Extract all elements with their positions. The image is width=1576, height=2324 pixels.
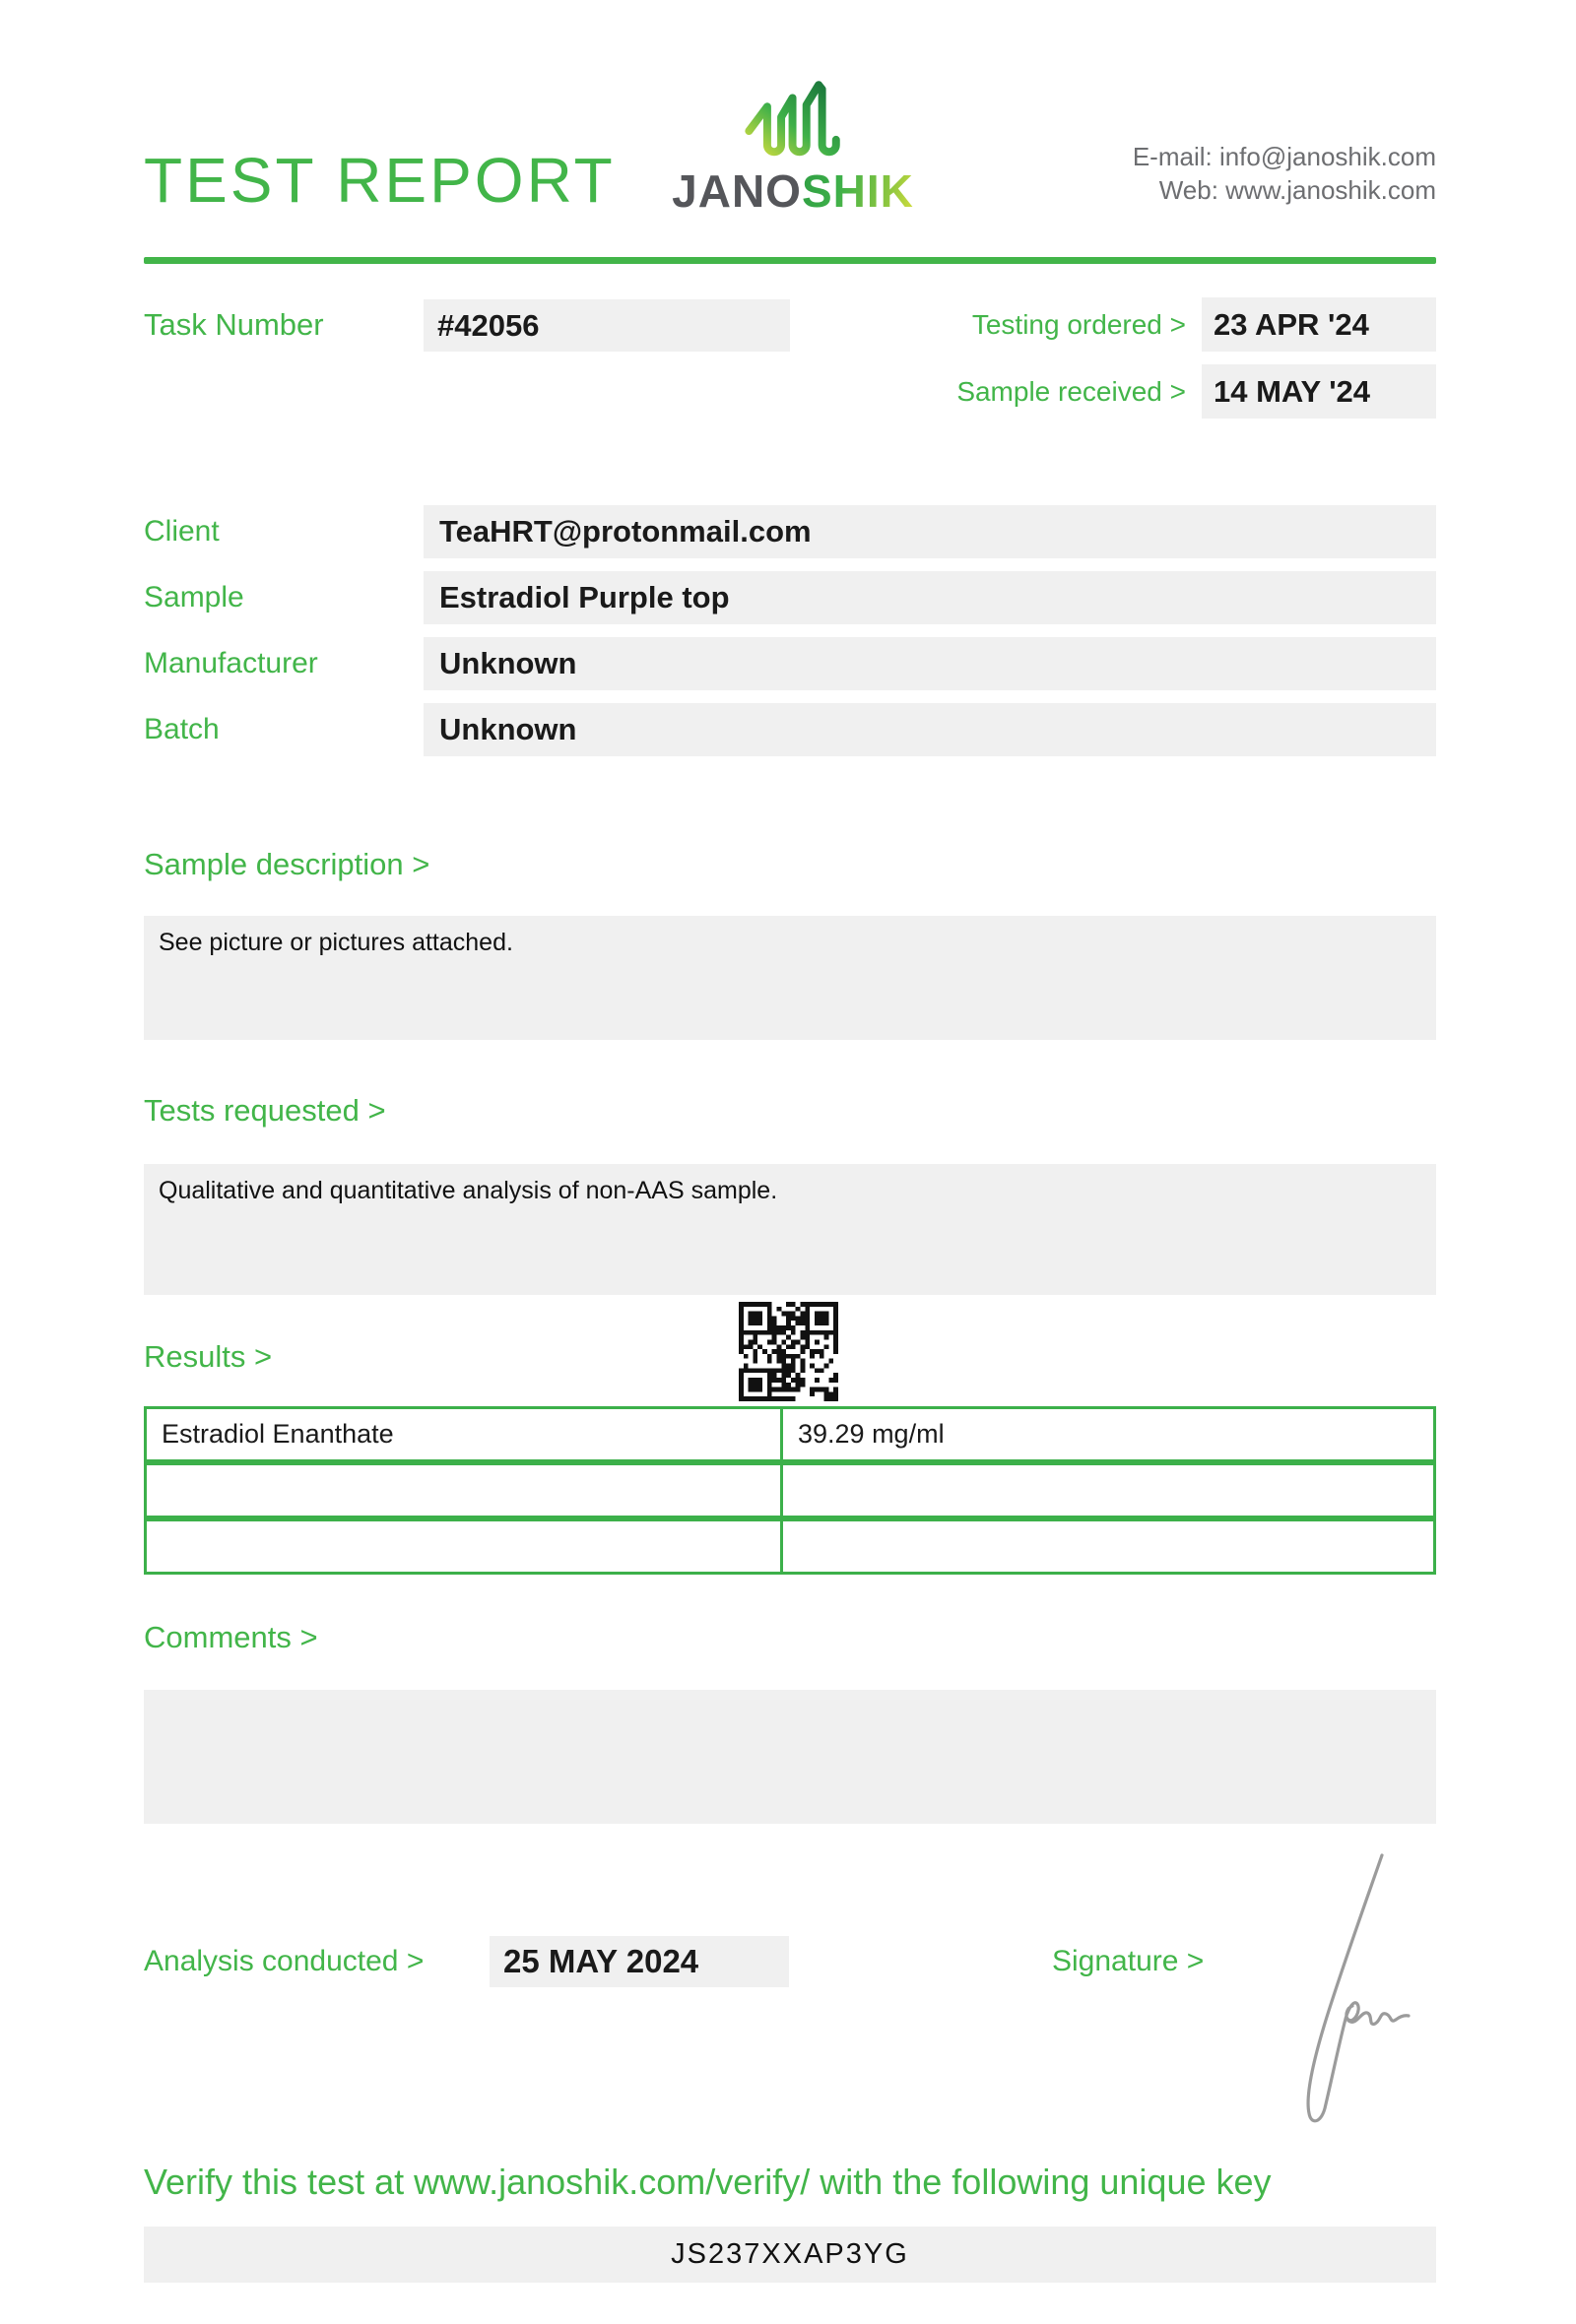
client-value: TeaHRT@protonmail.com [424, 505, 1436, 558]
qr-code-icon [739, 1302, 838, 1401]
table-row [144, 1406, 1436, 1462]
result-value: 39.29 mg/ml [798, 1419, 945, 1449]
batch-value: Unknown [424, 703, 1436, 756]
sample-description-text: See picture or pictures attached. [159, 929, 513, 956]
results-table [144, 1406, 1436, 1575]
sample-row [144, 571, 1436, 624]
manufacturer-value: Unknown [424, 637, 1436, 690]
logo-text [672, 165, 914, 217]
web-line: Web: www.janoshik.com [1158, 175, 1436, 205]
logo-text-primary: JANO [672, 165, 802, 217]
result-substance [147, 1521, 783, 1572]
manufacturer-row [144, 637, 1436, 690]
sample-value: Estradiol Purple top [424, 571, 1436, 624]
manufacturer-label: Manufacturer [144, 647, 318, 679]
client-label: Client [144, 515, 220, 548]
batch-label: Batch [144, 713, 220, 745]
signature-label: Signature > [1052, 1945, 1205, 1977]
header-divider [144, 257, 1436, 264]
testing-ordered-value: 23 APR '24 [1202, 297, 1436, 352]
analysis-conducted-label: Analysis conducted > [144, 1945, 425, 1977]
sample-received-label: Sample received > [956, 375, 1186, 407]
email-line: E-mail: info@janoshik.com [1132, 142, 1436, 171]
testing-ordered-row [956, 297, 1436, 352]
analysis-date-value: 25 MAY 2024 [490, 1936, 789, 1987]
client-info-section [144, 505, 1436, 769]
sample-received-value: 14 MAY '24 [1202, 364, 1436, 419]
result-value [783, 1521, 1433, 1572]
sample-received-row [956, 364, 1436, 419]
handwritten-signature-icon [1268, 1849, 1415, 2135]
logo-chart-icon [742, 79, 844, 166]
report-title: TEST REPORT [144, 145, 616, 216]
logo-text-secondary: SHIK [801, 165, 914, 217]
sample-description-box [144, 916, 1436, 1040]
unique-key-box [144, 2227, 1436, 2283]
comments-heading: Comments > [144, 1620, 318, 1654]
result-substance [147, 1465, 783, 1516]
testing-ordered-label: Testing ordered > [971, 308, 1186, 340]
result-value [783, 1465, 1433, 1516]
unique-key-text: JS237XXAP3YG [671, 2238, 909, 2270]
task-section [144, 297, 1436, 419]
sample-description-heading: Sample description > [144, 847, 430, 881]
brand-logo [670, 79, 916, 217]
task-number-value: #42056 [424, 299, 790, 352]
client-row [144, 505, 1436, 558]
tests-requested-heading: Tests requested > [144, 1093, 386, 1128]
table-row [144, 1462, 1436, 1518]
task-number-label: Task Number [144, 307, 324, 342]
verify-text: Verify this test at www.janoshik.com/verify/ with the following unique key [144, 2162, 1272, 2202]
tests-requested-text: Qualitative and quantitative analysis of non-AAS sample. [159, 1177, 778, 1204]
table-row [144, 1518, 1436, 1575]
results-heading: Results > [144, 1339, 273, 1374]
dates-column [956, 297, 1436, 419]
result-substance: Estradiol Enanthate [147, 1409, 783, 1459]
comments-box [144, 1690, 1436, 1824]
batch-row [144, 703, 1436, 756]
sample-label: Sample [144, 581, 244, 613]
tests-requested-box [144, 1164, 1436, 1295]
contact-info [1133, 140, 1436, 207]
